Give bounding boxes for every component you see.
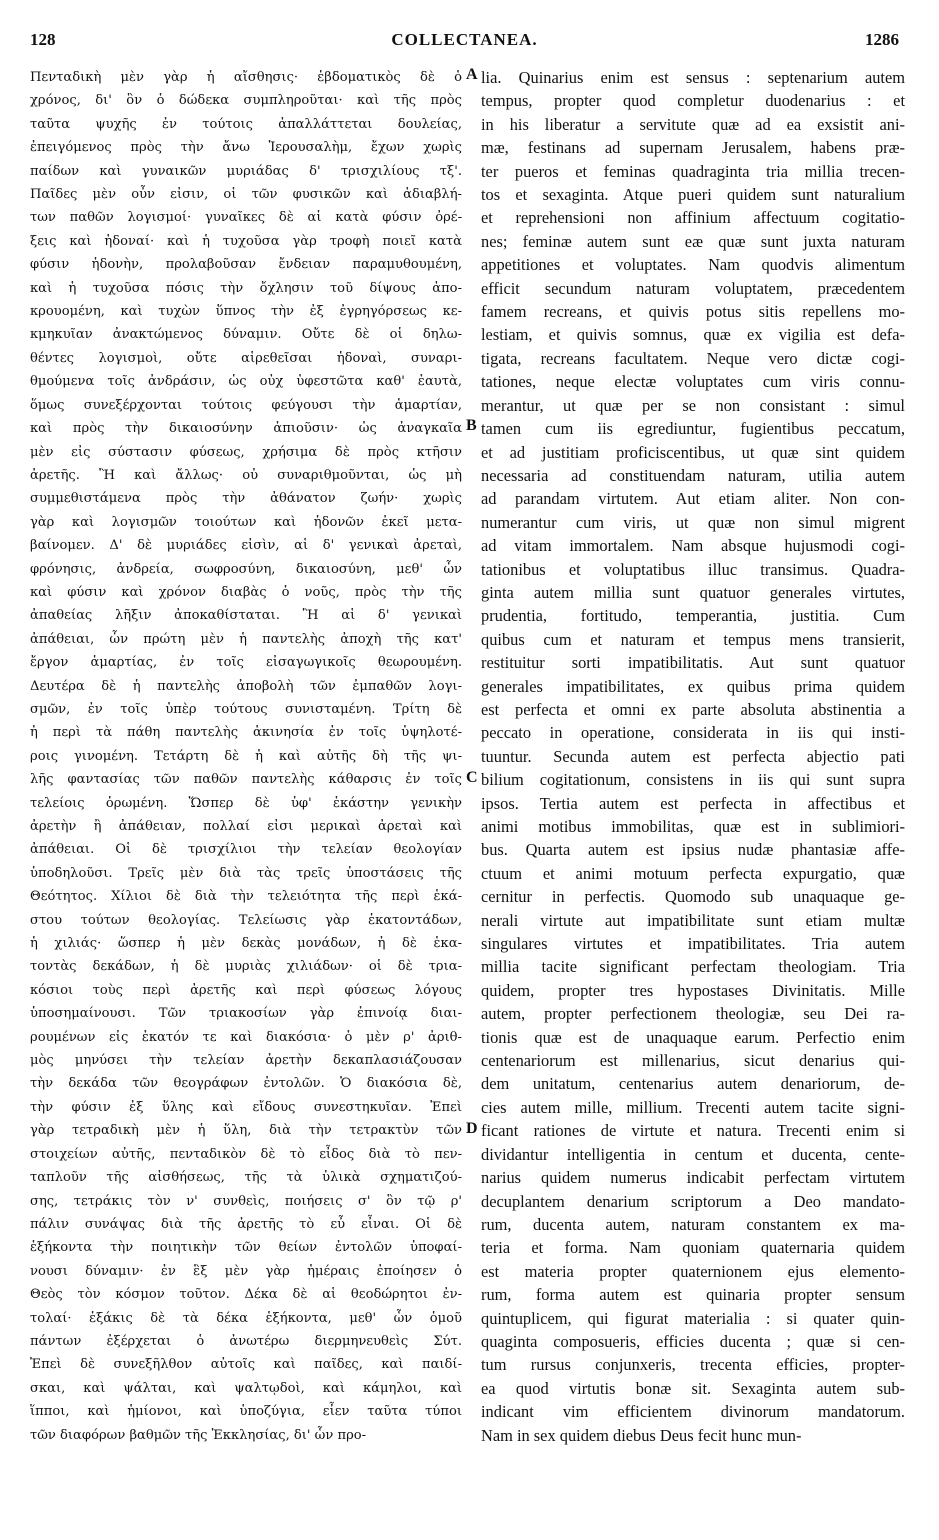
greek-text-line: ἀπαθείας λῆξιν ἀποκαθίσταται. Ἢ αἱ δ' γενικαὶ	[30, 608, 462, 624]
greek-text-line: βαίνομεν. Δ' δὲ μυριάδες εἰσὶν, αἱ δ' γενικαὶ ἀρεταὶ,	[30, 538, 462, 554]
greek-text-line: ἡ περὶ τὰ πάθη παντελὴς ἀκινησία ἐν τοῖς ὑψηλοτέ-	[30, 725, 462, 741]
latin-text-line: animi motibus immobilitas, quæ est in sublimiori-	[481, 817, 905, 836]
greek-text-line: ἀπάθειαι, ὧν πρώτη μὲν ἡ παντελὴς ἀποχὴ τῆς κατ'	[30, 631, 462, 647]
latin-text-line: teria et forma. Nam quoniam quaternaria quidem	[481, 1238, 905, 1258]
latin-text-line: in his liberatur a servitute quæ ad ea exsistit ani-	[481, 114, 905, 134]
greek-text-line: ἡ χιλιάς· ὥσπερ ἡ μὲν δεκὰς μονάδων, ἡ δὲ ἑκα-	[30, 936, 462, 952]
latin-text-line: decuplantem denarium scriptorum a Deo mandato-	[481, 1191, 905, 1211]
greek-text-line: σης, τετράκις τὸν ν' συνθεὶς, ποιήσεις σ' ὃν τῷ ρ'	[30, 1193, 462, 1209]
latin-text-line: tos et sexaginta. Atque pueri quidem sunt naturalium	[481, 185, 905, 205]
latin-text-line: cies autem mille, millium. Trecenti autem tacite signi-	[481, 1097, 905, 1117]
latin-text-line: restituitur sorti impatibilitatis. Aut sunt quatuor	[481, 653, 905, 673]
latin-text-line: efficit secundum naturam voluptatem, præcedentem	[481, 278, 905, 298]
latin-text-line: indicant vim efficientem divinorum mandatorum.	[481, 1402, 905, 1422]
greek-text-line: Πενταδικὴ μὲν γὰρ ἡ αἴσθησις· ἑβδοματικὸς δὲ ὁ	[30, 70, 462, 85]
greek-text-line: συμμεθιστάμενα πρὸς τὴν ἀθάνατον ζωήν· χωρὶς	[30, 491, 462, 507]
latin-text-line: generales impatibilitates, ex quibus prima quidem	[481, 676, 905, 696]
greek-text-line: πάντων ἐξέρχεται ὁ ἀνωτέρω διερμηνευθεὶς Σύτ.	[30, 1333, 462, 1349]
greek-text-line: Ἐπεὶ δὲ συνεξῆλθον αὐτοῖς καὶ παῖδες, καὶ παιδί-	[30, 1357, 462, 1373]
latin-text-line: est perfecta et omni ex parte absoluta abstinentia a	[481, 699, 905, 719]
latin-text-line: tigata, recreans facultatem. Neque vero dictæ cogi-	[481, 348, 905, 368]
latin-text-line: nerali virtute aut impatibilitate sunt etiam multæ	[481, 910, 905, 930]
latin-text-line: tamen cum iis egrediuntur, fugientibus peccatum,	[481, 419, 905, 439]
greek-text-line: ὅμως συνεξέρχονται τούτοις φεύγουσι τὴν ἁμαρτίαν,	[30, 397, 462, 413]
latin-text-line: ad parandam virtutem. Aut etiam aliter. Non con-	[481, 489, 905, 509]
latin-text-line: ficant rationes de virtute et natura. Trecenti enim si	[481, 1121, 905, 1141]
latin-text-line: dividantur intelligentia in centum et ducenta, cente-	[481, 1144, 905, 1164]
latin-text-line: singulares virtutes et impatibilitates. Tria autem	[481, 934, 905, 954]
greek-text-line: ταῦτα ψυχῆς ἐν τούτοις ἀπαλλάττεται δουλείας,	[30, 116, 462, 132]
latin-text-line: prudentia, fortitudo, temperantia, justitia. Cum	[481, 606, 905, 626]
latin-text-line: nes; feminæ autem sunt eæ quæ sunt juxta naturam	[481, 231, 905, 251]
latin-text-line: tionis quæ est de unaquaque earum. Perfectio enim	[481, 1027, 905, 1047]
latin-text-line: tationibus et voluptatibus illuc transimus. Quadra-	[481, 559, 905, 579]
greek-text-line: κόσιοι τοὺς περὶ ἀρετῆς καὶ περὶ φύσεως λόγους	[30, 982, 462, 998]
latin-text-line: lia. Quinarius enim est sensus : septenarium autem	[481, 68, 905, 87]
greek-text-line: ροις γινομένη. Τετάρτη δὲ ἡ καὶ αὐτῆς δὴ τῆς ψι-	[30, 748, 462, 764]
latin-text-line: dem unitatum, centenarius autem denariorum, de-	[481, 1074, 905, 1094]
greek-text-column	[30, 66, 462, 1447]
greek-text-line: γὰρ τετραδικὴ μὲν ἡ ὕλη, διὰ τὴν τετρακτὺν τῶν	[30, 1123, 462, 1139]
latin-text-line: lestiam, et quivis somnus, quæ ex vigilia est defa-	[481, 325, 905, 345]
latin-text-line: autem, propter perfectionem theologiæ, seu Dei ra-	[481, 1004, 905, 1024]
latin-text-column	[481, 66, 905, 1447]
latin-text-line: appetitiones et voluptates. Nam quodvis alimentum	[481, 255, 905, 275]
greek-text-line: καὶ φύσιν καὶ χρόνον διαβὰς ὁ νοῦς, πρὸς τὴν τῆς	[30, 584, 462, 600]
greek-text-line: καὶ ἡ τυχοῦσα πόσις τὴν ὄχλησιν τοῦ δίψους ἀπο-	[30, 280, 462, 296]
latin-text-line: merantur, ut quæ per se non consistant : simul	[481, 395, 905, 415]
greek-text-line: κρουομένη, καὶ τυχὼν ὕπνος τὴν ἐξ ἐγρηγόρσεως κε-	[30, 304, 462, 320]
latin-text-line: est materia propter quaternionem ejus elemento-	[481, 1261, 905, 1281]
greek-text-line: ἐπειγόμενος πρὸς τὴν ἄνω Ἱερουσαλὴμ, ἔχων χωρὶς	[30, 140, 462, 156]
latin-text-line: Nam in sex quidem diebus Deus fecit hunc mun-	[481, 1425, 802, 1445]
greek-text-line: ὑποδηλοῦσι. Τρεῖς μὲν διὰ τὰς τρεῖς ὑποστάσεις τῆς	[30, 865, 462, 881]
greek-text-line: σκαι, καὶ ψάλται, καὶ ψαλτῳδοὶ, καὶ κάμηλοι, καὶ	[30, 1380, 462, 1396]
margin-letter-d: D	[466, 1120, 478, 1137]
greek-text-line: σμῶν, ἐν τοῖς ὑπὲρ τούτους συνισταμένη. Τρίτη δὲ	[30, 701, 462, 717]
margin-letter-c: C	[466, 769, 478, 786]
greek-text-line: κμηκυῖαν ἀνακτώμενος δύναμιν. Οὔτε δὲ οἱ δηλω-	[30, 327, 462, 343]
greek-text-line: ρουμένων εἰς ἑκατόν τε καὶ διακόσια· ὁ μὲν ρ' ἀριθ-	[30, 1029, 462, 1045]
greek-text-line: Θεότητος. Χίλιοι δὲ διὰ τὴν τελειότητα τῆς περὶ ἑκά-	[30, 889, 462, 905]
greek-text-line: ὑποσημαίνουσι. Τῶν τριακοσίων γὰρ ἐπινοίᾳ διαι-	[30, 1006, 462, 1022]
greek-text-line: χρόνος, δι' ὃν ὁ δώδεκα συμπληροῦται· καὶ τῆς πρὸς	[30, 93, 462, 109]
latin-text-line: cernitur in perfectis. Quomodo sub unaquaque ge-	[481, 887, 905, 907]
latin-text-line: peccato in operatione, considerata in iis qui insti-	[481, 723, 905, 743]
greek-text-line: Δευτέρα δὲ ἡ παντελὴς ἀποβολὴ τῶν ἐμπαθῶν λογι-	[30, 678, 462, 694]
greek-text-line: πάλιν συνάψας διὰ τῆς ἀρετῆς τὸ εὖ εἶναι. Οἱ δὲ	[30, 1216, 462, 1232]
greek-text-line: τοντὰς δεκάδων, ἡ δὲ μυριὰς χιλιάδων· οἱ δὲ τρια-	[30, 959, 462, 975]
greek-text-line: ἵπποι, καὶ ἡμίονοι, καὶ ὑποζύγια, εἶεν ταῦτα τύποι	[30, 1404, 462, 1420]
latin-text-line: ad vitam immortalem. Nam absque hujusmodi cogi-	[481, 536, 905, 556]
greek-text-line: ξεις καὶ ἡδοναί· καὶ ἡ τυχοῦσα γὰρ τροφὴ ποιεῖ κατὰ	[30, 233, 462, 249]
latin-text-line: famem recreans, et quivis potus sitis repellens mo-	[481, 302, 905, 322]
latin-text-line: quaginta composueris, efficies ducenta ; quæ si cen-	[481, 1331, 905, 1351]
running-header	[30, 30, 899, 58]
latin-text-line: necessaria ad constituendam naturam, utilia autem	[481, 465, 905, 485]
greek-text-line: Παῖδες μὲν οὖν εἰσιν, οἱ τῶν φυσικῶν καὶ ἀδιαβλή-	[30, 187, 462, 203]
latin-text-line: bilium cogitationum, consistens in iis qui sunt supra	[481, 770, 905, 790]
column-number-left: 128	[30, 30, 56, 49]
greek-text-line: θμούμενα τοῖς ἀνδράσιν, ὡς οὐχ ὑφεστῶτα καθ' ἑαυτὰ,	[30, 374, 462, 390]
latin-text-line: millia tacite significant perfectam theologiam. Tria	[481, 957, 905, 977]
greek-text-line: νουσι δύναμιν· ἐν ἓξ μὲν γὰρ ἡμέραις ἐποίησεν ὁ	[30, 1263, 462, 1279]
latin-text-line: et reprehensioni non affinium affectuum cogitatio-	[481, 208, 905, 228]
column-number-right: 1286	[865, 30, 899, 49]
running-title: COLLECTANEA.	[391, 30, 538, 49]
latin-text-line: quibus cum et naturam et tempus mens transierit,	[481, 629, 905, 649]
greek-text-line: τῶν διαφόρων βαθμῶν τῆς Ἐκκλησίας, δι' ὧν προ-	[30, 1427, 367, 1443]
latin-text-line: ipsos. Tertia autem est perfecta in affectibus et	[481, 793, 905, 813]
greek-text-line: ἔργον ἁμαρτίας, ἐν τοῖς εἰσαγωγικοῖς θεωρουμένη.	[30, 655, 462, 671]
greek-text-line: μὲν εἰς σύστασιν φύσεως, χρήσιμα δὲ πρὸς κτῆσιν	[30, 444, 462, 460]
margin-letter-b: B	[466, 417, 477, 434]
latin-text-line: rum, ducenta autem, naturam constantem ex ma-	[481, 1214, 905, 1234]
latin-text-line: bus. Quarta autem est ipsius nudæ phantasiæ affe-	[481, 840, 905, 860]
greek-text-line: φρόνησις, ἀνδρεία, σωφροσύνη, δικαιοσύνη, μεθ' ὧν	[30, 561, 462, 577]
latin-text-line: tum rursus conjunxeris, trecenta efficies, propter-	[481, 1355, 905, 1375]
greek-text-line: των παθῶν λογισμοί· γυναῖκες δὲ αἱ κατὰ φύσιν ὀρέ-	[30, 210, 462, 226]
greek-text-line: θέντες λογισμοὶ, οὔτε αἱρεθεῖσαι ἡδοναὶ, συναρι-	[30, 350, 462, 366]
greek-text-line: ἀρετὴν ἢ ἀπάθειαν, πολλαί εἰσι μερικαὶ ἀρεταὶ καὶ	[30, 819, 462, 834]
greek-text-line: ἑξήκοντα τὴν ποιητικὴν τῶν θείων ἐντολῶν ὑποφαί-	[30, 1240, 462, 1256]
margin-letter-a: A	[466, 66, 478, 83]
greek-text-line: τὴν φύσιν ἐξ ὕλης καὶ εἴδους συνεστηκυῖαν. Ἐπεὶ	[30, 1099, 462, 1115]
latin-text-line: mæ, festinans ad supernam Jerusalem, habens præ-	[481, 138, 905, 158]
latin-text-line: ter pueros et feminas quadraginta tria millia trecen-	[481, 161, 905, 181]
greek-text-line: τὴν δεκάδα τῶν θεογράφων ἐντολῶν. Ὁ διακόσια δὲ,	[30, 1076, 462, 1092]
greek-text-line: ταπλοῦν τῆς αἰσθήσεως, τῆς τὰ ὑλικὰ σχηματιζού-	[30, 1170, 462, 1186]
latin-text-line: ctuum et animi motuum perfecta expurgatio, quæ	[481, 863, 905, 883]
greek-text-line: μὸς μηνύσει τὴν τελείαν ἀρετὴν δεκαπλασιάζουσαν	[30, 1053, 462, 1069]
greek-text-line: τελείοις ὁρωμένη. Ὥσπερ δὲ ὑφ' ἑκάστην γενικὴν	[30, 795, 462, 811]
greek-text-line: λῆς φαντασίας τῶν παθῶν παντελὴς κάθαρσις ἐν τοῖς	[30, 772, 462, 788]
latin-text-line: quintuplicem, qui figurat materialia : si quater quin-	[481, 1308, 905, 1328]
latin-text-line: et ad justitiam proficiscentibus, ut quæ sint quidem	[481, 442, 905, 462]
latin-text-line: narius quidem numerus indicabit perfectam virtutem	[481, 1168, 905, 1188]
latin-text-line: ginta autem millia sunt quatuor generales virtutes,	[481, 582, 905, 602]
latin-text-line: tuuntur. Secunda autem est perfecta abjectio pati	[481, 746, 905, 766]
latin-text-line: ea quod virtutis bonæ sit. Sexaginta autem sub-	[481, 1378, 905, 1398]
greek-text-line: γὰρ καὶ λογισμῶν τοιούτων καὶ ἡδονῶν ἐκεῖ μετα-	[30, 514, 462, 530]
latin-text-line: centenariorum est millenarius, sicut denarius qui-	[481, 1051, 905, 1071]
greek-text-line: Θεὸς τὸν κόσμον τοῦτον. Δέκα δὲ αἱ θεοδώρητοι ἐν-	[30, 1287, 462, 1303]
latin-text-line: tationes, neque electæ voluptates cum viris connu-	[481, 372, 905, 392]
greek-text-line: ἀπάθειαι. Οἱ δὲ τρισχίλιοι τὴν τελείαν θεολογίαν	[30, 842, 462, 858]
latin-text-line: tempus, propter quod completur duodenarius : et	[481, 91, 905, 111]
greek-text-line: στου τούτων θεολογίας. Τελείωσις γὰρ ἑκατοντάδων,	[30, 912, 462, 928]
latin-text-line: quidem, propter tres hypostases Divinitatis. Mille	[481, 980, 905, 1000]
greek-text-line: παίδων καὶ γυναικῶν μυριάδας δ' τρισχιλίους τξ'.	[30, 163, 462, 179]
greek-text-line: ἀρετῆς. Ἢ καὶ ἄλλως· οὐ συναριθμοῦνται, ὡς μὴ	[30, 467, 462, 483]
latin-text-line: rum, forma autem est quinaria propter sensum	[481, 1285, 905, 1305]
latin-text-line: numerantur cum viris, ut quæ non simul migrent	[481, 512, 905, 532]
greek-text-line: τολαί· ἑξάκις δὲ τὰ δέκα ἑξήκοντα, μεθ' ὧν ὁμοῦ	[30, 1310, 462, 1326]
greek-text-line: στοιχείων αὐτῆς, πενταδικὸν δὲ τὸ εἶδος διὰ τὸ πεν-	[30, 1146, 462, 1162]
greek-text-line: καὶ πρὸς τὴν δικαιοσύνην ἀπιοῦσιν· ὡς ἀναγκαῖα	[30, 421, 462, 437]
greek-text-line: φύσιν ἡδονὴν, προλαβοῦσαν ἔνδειαν παραμυθουμένη,	[30, 257, 462, 273]
